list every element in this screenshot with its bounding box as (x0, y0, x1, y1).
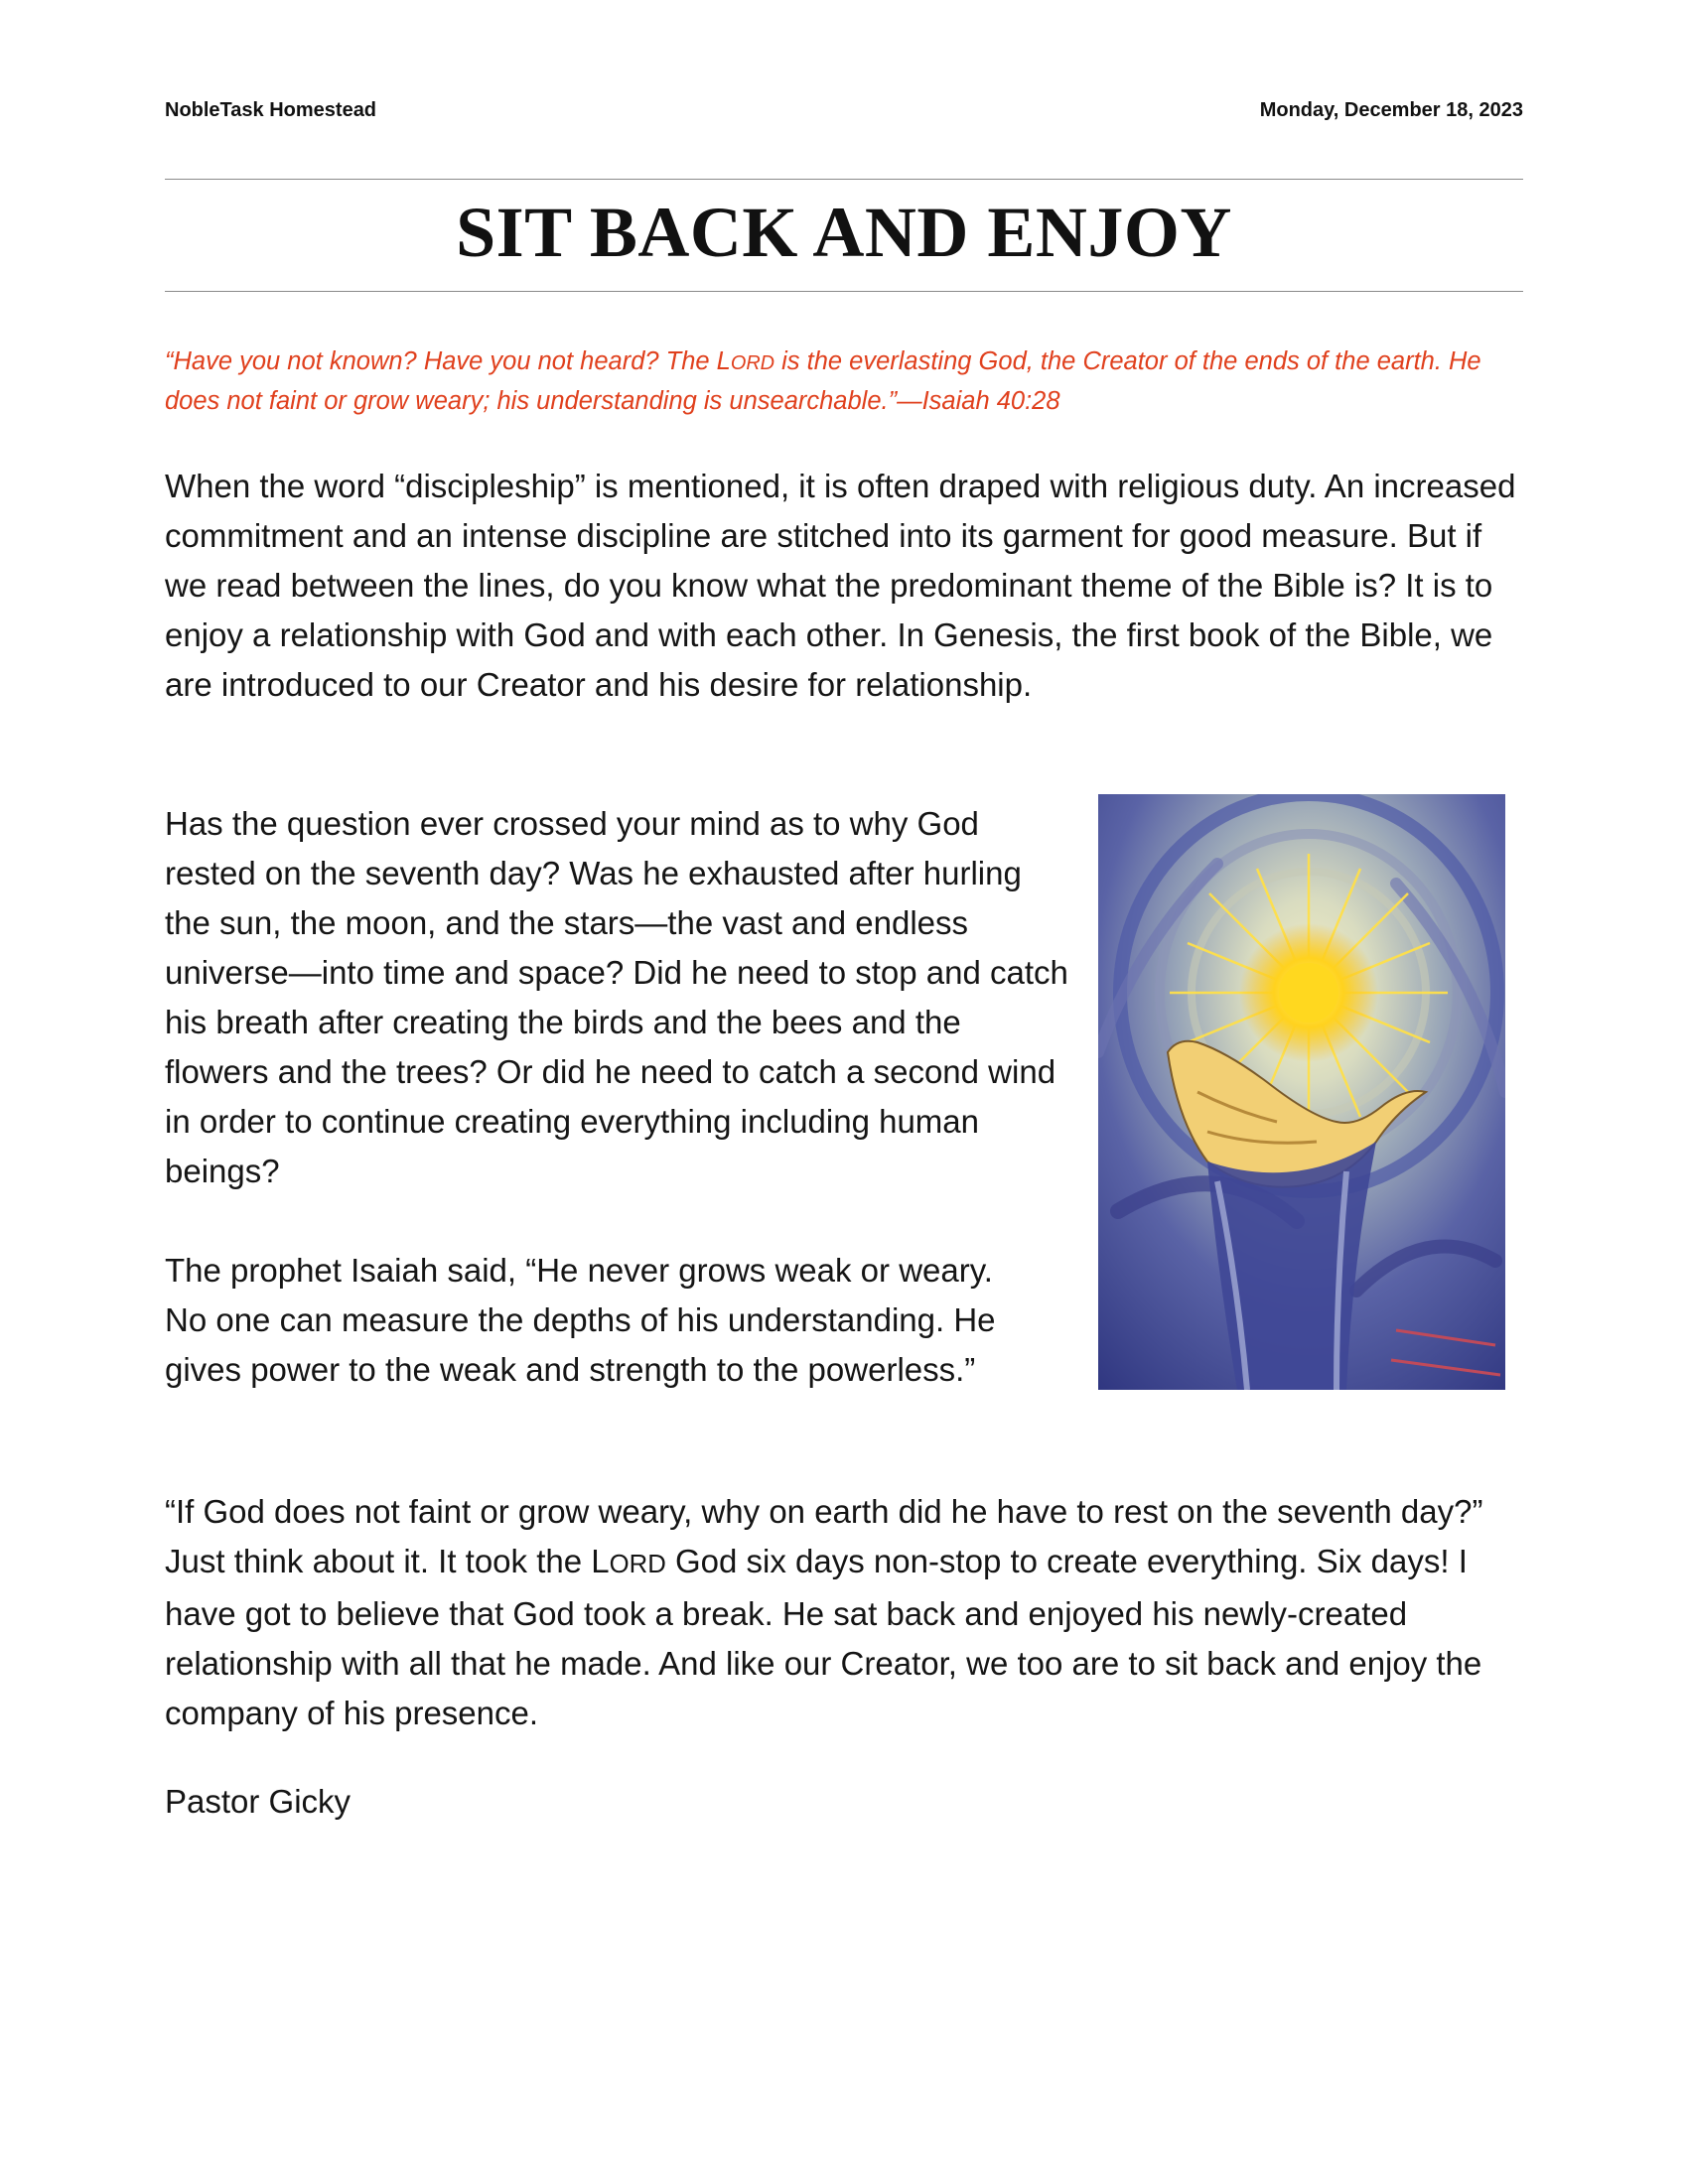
publication-date: Monday, December 18, 2023 (1259, 99, 1523, 121)
paragraph-1: When the word “discipleship” is mentioned, it is often draped with religious duty. An increased commitment and an intense discipline are stitched into its garment for good measure. But if we read between the lines, do you know what the predominant theme of the Bible is? It is to enjoy a relationship with God and with each other. In Genesis, the first book of the Bible, we are introduced to our Creator and his desire for relationship. (165, 468, 1516, 703)
verse-text-2: is the everlasting God, the Creator of the ends of the earth. He does not faint or grow weary; his understanding is unsearchable.”—Isaiah 40:28 (165, 347, 1481, 415)
paragraph-4-text-2: God six days non-stop to create everything. Six days! I have got to believe that God took a break. He sat back and enjoyed his newly-created relationship with all that he made. And like our Creator, we too are to sit back and enjoy the company of his presence. (165, 1543, 1482, 1731)
publication-name: NobleTask Homestead (165, 99, 377, 121)
author-signature: Pastor Gicky (165, 1783, 352, 1820)
title-top-rule (165, 179, 1523, 180)
paragraph-2: Has the question ever crossed your mind as to why God rested on the seventh day? Was he exhausted after hurling the sun, the moon, and the stars—the vast and endless universe—into time and space? Did he need to stop and catch his breath after creating the birds and the bees and the flowers and the trees? Or did he need to catch a second wind in order to continue creating everything including human beings? (165, 805, 1068, 1189)
paragraph-4-text-1: “If God does not faint or grow weary, why on earth did he have to rest on the seventh day?” Just think about it. It took the L (165, 1493, 1483, 1579)
title-bottom-rule (165, 291, 1523, 292)
verse-text-1: “Have you not known? Have you not heard? The L (165, 347, 731, 375)
paragraph-4 (165, 1487, 1523, 1738)
verse-lord-smallcaps: ORD (730, 352, 775, 374)
paragraph-3: The prophet Isaiah said, “He never grows weak or weary. No one can measure the depths of his understanding. He gives power to the weak and strength to the powerless.” (165, 1252, 996, 1388)
article-title: SIT BACK AND ENJOY (456, 193, 1232, 272)
painting-svg (1098, 794, 1505, 1390)
scripture-verse (165, 342, 1523, 420)
newsletter-page (165, 0, 1523, 2184)
painting-hand-holding-light (1098, 794, 1505, 1390)
page-header (165, 99, 1523, 129)
paragraph-4-lord-smallcaps: ORD (609, 1551, 666, 1578)
